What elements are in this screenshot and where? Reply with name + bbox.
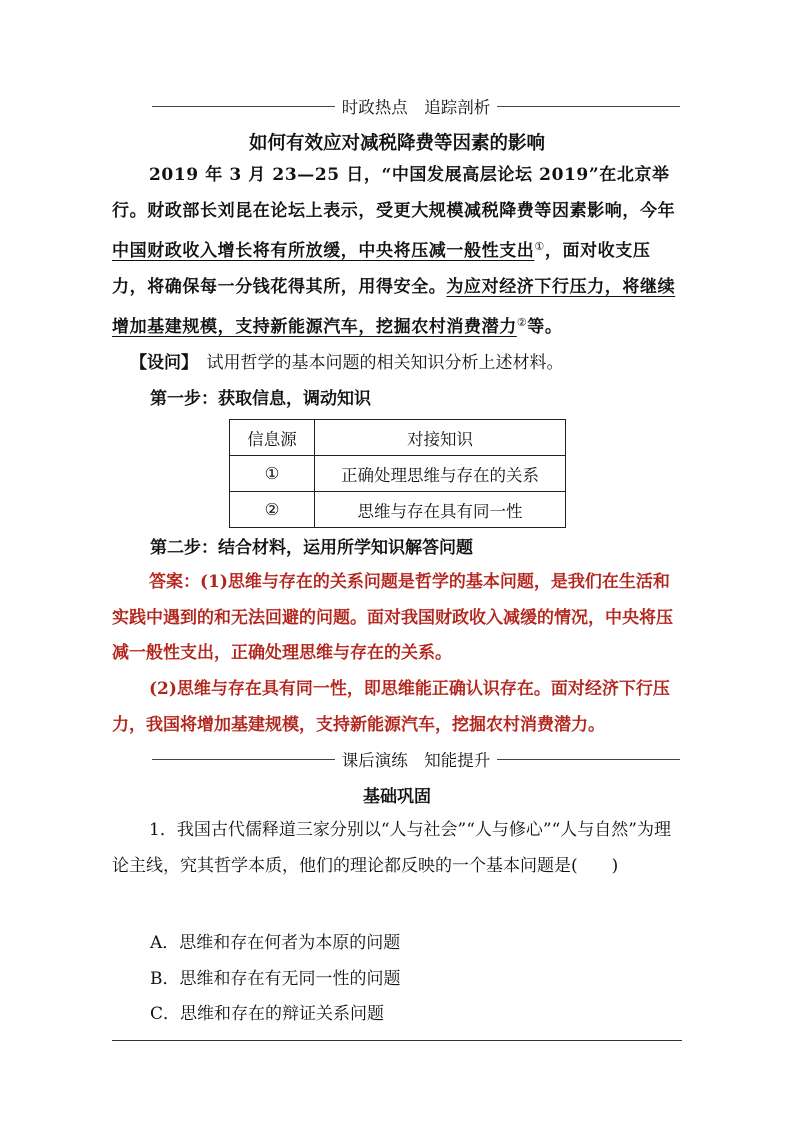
question-label: 【设问】 xyxy=(130,353,190,373)
question-1: 1．我国古代儒释道三家分别以“人与社会”“人与修心”“人与自然”为理论主线，究其哲学本质，他们的理论都反映的一个基本问题是( ) xyxy=(112,820,671,876)
answer-part-1 xyxy=(112,565,684,672)
answer-text: (1)思维与存在的关系问题是哲学的基本问题，是我们在生活和实践中遇到的和无法回避的问题。面对我国财政收入减缓的情况，中央将压减一般性支出，正确处理思维与存在的关系。 xyxy=(112,572,673,663)
section-header-label: 时政热点 追踪剖析 xyxy=(341,98,491,117)
underlined-text: 中国财政收入增长将有所放缓，中央将压减一般性支出 xyxy=(112,241,535,261)
underlined-text: 为应对经济下行压力，将继续增加基建规模，支持新能源汽车，挖掘农村消费潜力 xyxy=(112,276,676,337)
section-header-practice xyxy=(152,748,680,770)
option-a: A．思维和存在何者为本原的问题 xyxy=(150,933,401,953)
step-two-heading: 第二步：结合材料，运用所学知识解答问题 xyxy=(150,538,473,558)
question-prompt xyxy=(130,348,564,373)
answer-part-2: (2)思维与存在具有同一性，即思维能正确认识存在。面对经济下行压力，我国将增加基建规模，支持新能源汽车，挖掘农村消费潜力。 xyxy=(112,679,670,735)
table-header-cell: 对接知识 xyxy=(315,420,566,456)
divider xyxy=(152,106,335,107)
table-cell: ② xyxy=(230,492,315,528)
table-header-cell: 信息源 xyxy=(230,420,315,456)
table-header-row xyxy=(230,420,566,456)
table-row xyxy=(230,456,566,492)
practice-title: 基础巩固 xyxy=(363,787,431,807)
article-paragraph xyxy=(112,158,684,346)
article-text: ，面对收支压力，将确保每一分钱花得其所，用得安全。 xyxy=(112,241,651,297)
article-text: 2019 年 3 月 23—25 日，“中国发展高层论坛 2019”在北京举行。财政部长刘昆在论坛上表示，受更大规模减税降费等因素影响，今年 xyxy=(112,165,676,221)
step-one-heading: 第一步：获取信息，调动知识 xyxy=(150,389,371,409)
table-cell: 正确处理思维与存在的关系 xyxy=(315,456,566,492)
section-header-label: 课后演练 知能提升 xyxy=(341,751,491,770)
footer-divider xyxy=(112,1040,682,1041)
table-cell: 思维与存在具有同一性 xyxy=(315,492,566,528)
divider xyxy=(497,106,680,107)
section-header-current-affairs xyxy=(152,95,680,117)
divider xyxy=(497,759,680,760)
answer-label: 答案： xyxy=(149,572,200,592)
question-text: 试用哲学的基本问题的相关知识分析上述材料。 xyxy=(189,353,564,373)
knowledge-table xyxy=(229,419,566,528)
table-row xyxy=(230,492,566,528)
footnote-marker: ② xyxy=(516,316,528,329)
table-cell: ① xyxy=(230,456,315,492)
article-title: 如何有效应对减税降费等因素的影响 xyxy=(248,133,545,154)
option-b: B．思维和存在有无同一性的问题 xyxy=(150,969,401,989)
divider xyxy=(152,759,335,760)
footnote-marker: ① xyxy=(534,240,545,253)
option-c: C．思维和存在的辩证关系问题 xyxy=(150,1004,385,1024)
article-text: 等。 xyxy=(527,317,563,337)
